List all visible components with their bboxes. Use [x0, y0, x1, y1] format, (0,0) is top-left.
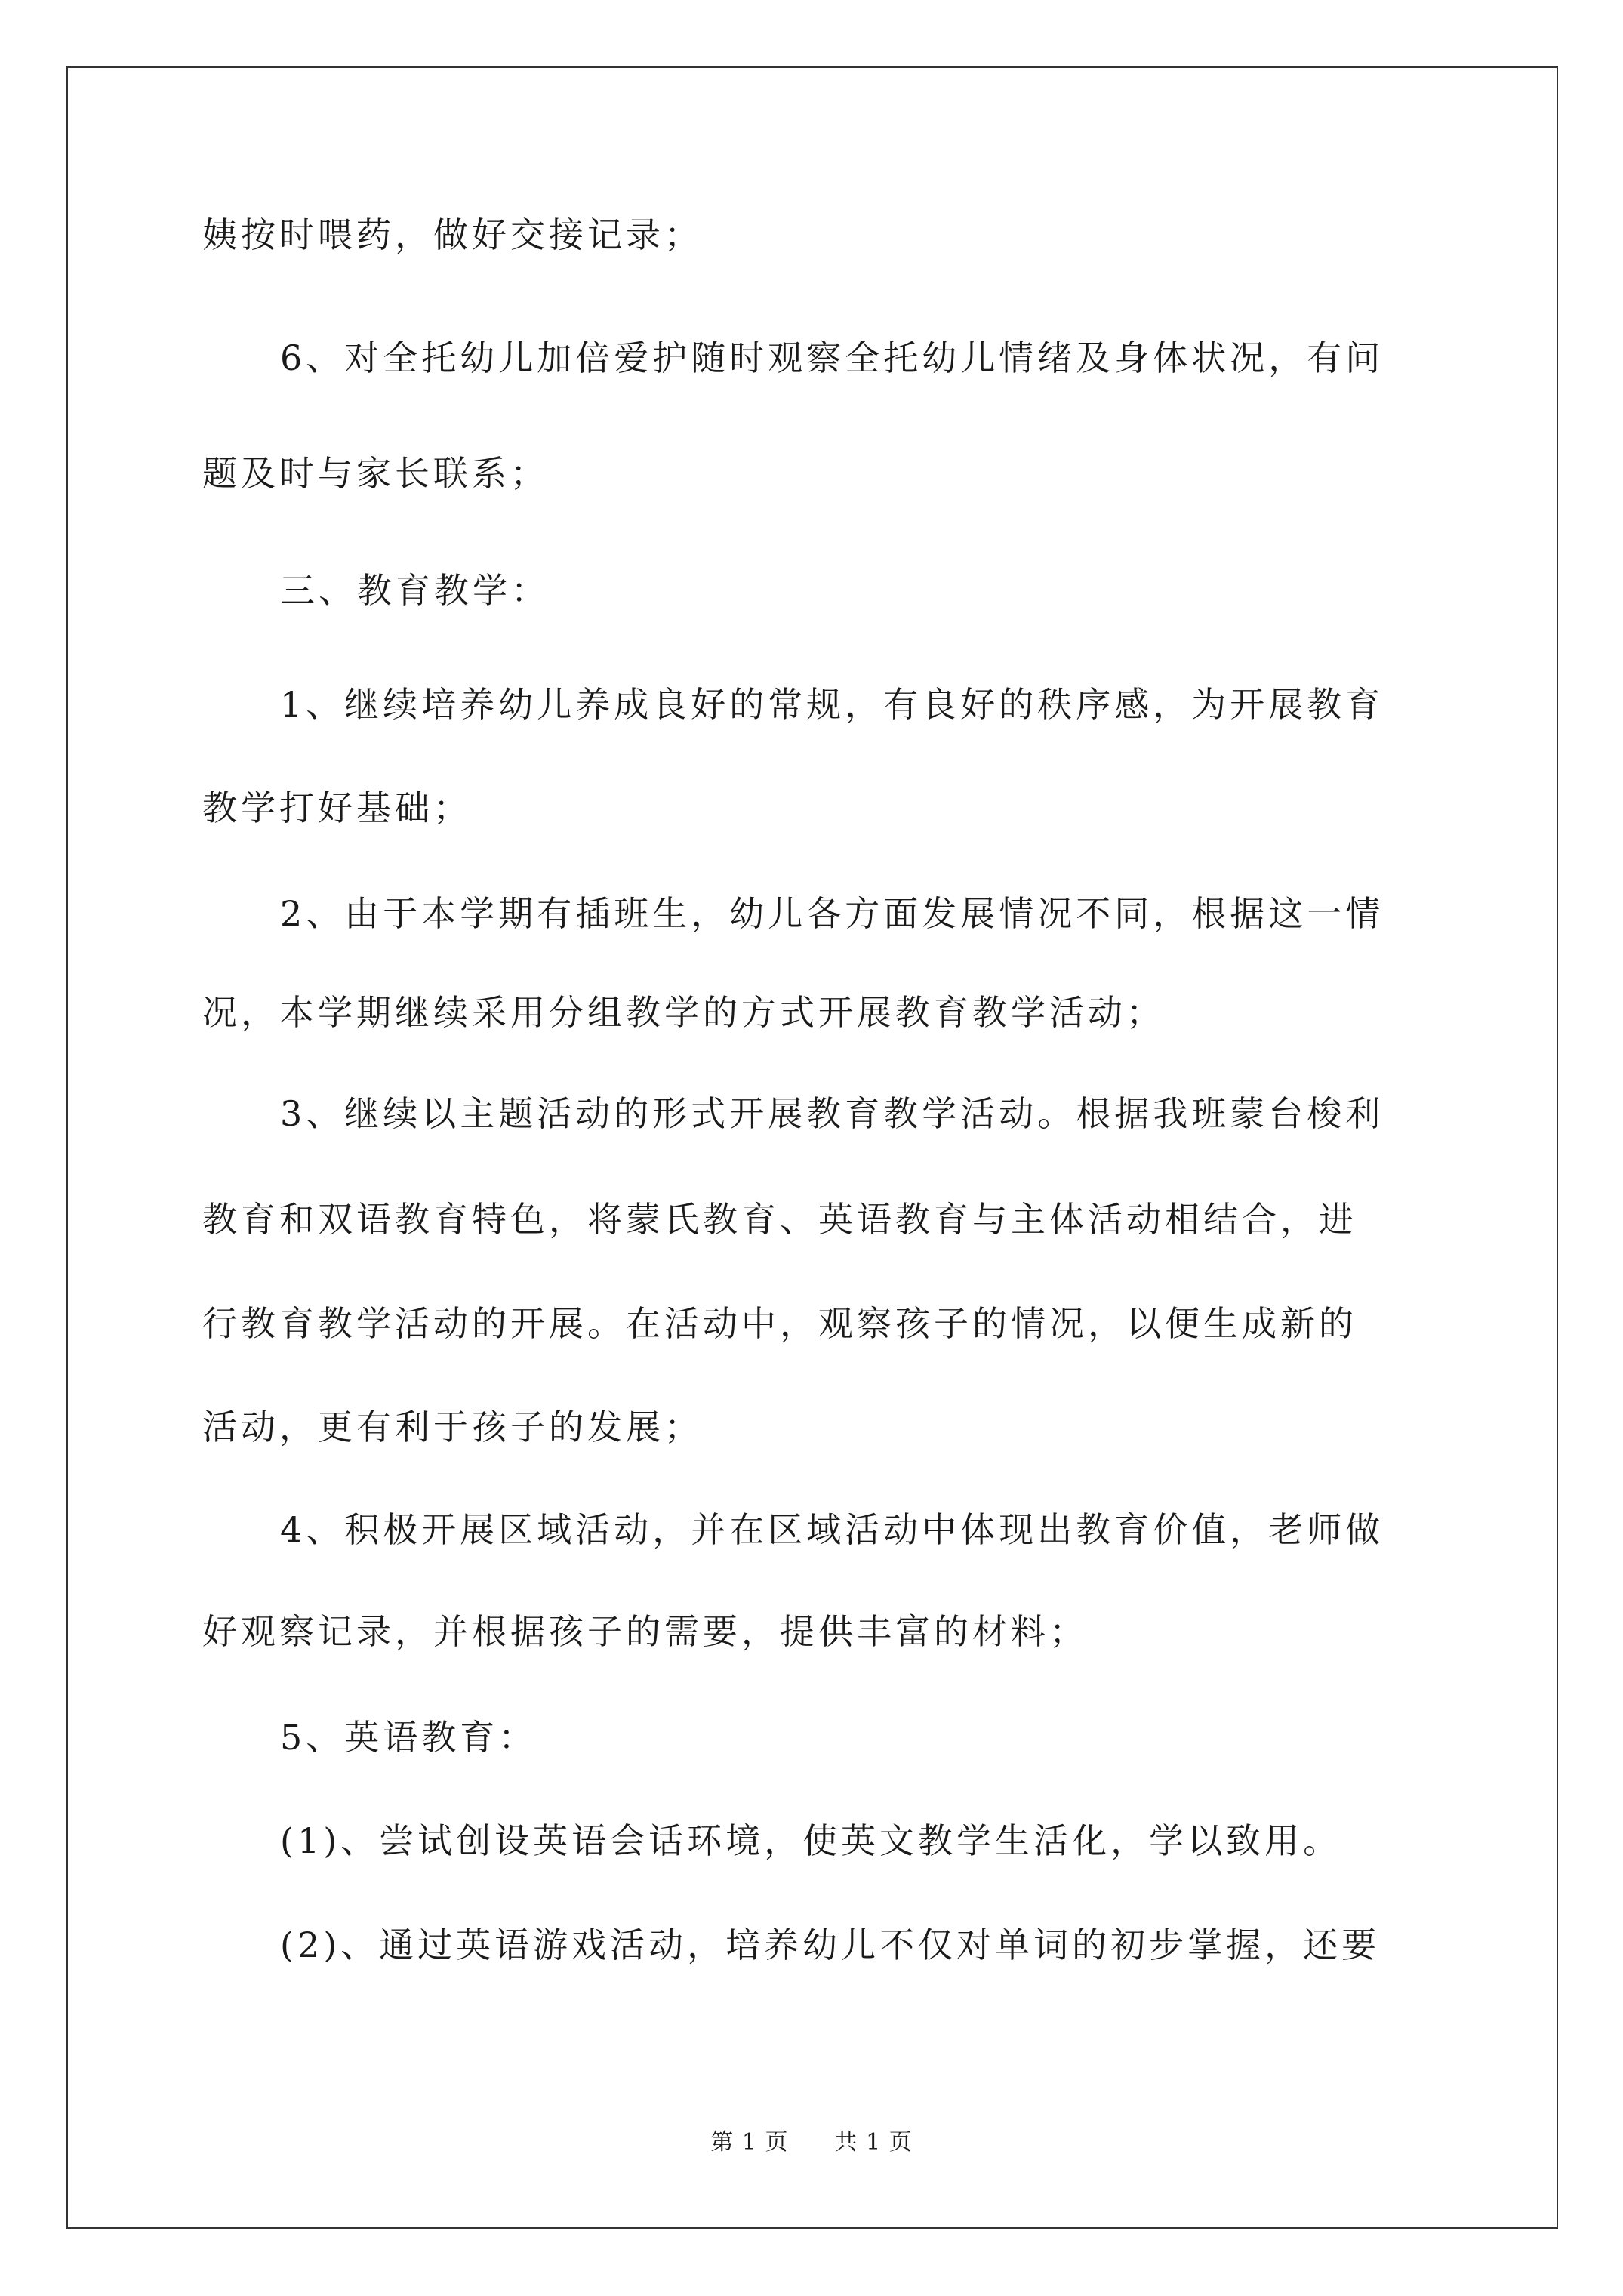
- text-line: 活动，更有利于孩子的发展；: [202, 1407, 703, 1447]
- text-line: 况，本学期继续采用分组教学的方式开展教育教学活动；: [202, 992, 1165, 1033]
- text-line: 2、由于本学期有插班生，幼儿各方面发展情况不同，根据这一情: [280, 893, 1384, 934]
- text-line: 好观察记录，并根据孩子的需要，提供丰富的材料；: [202, 1611, 1088, 1652]
- text-line: 行教育教学活动的开展。在活动中，观察孩子的情况，以便生成新的: [202, 1303, 1357, 1344]
- text-line: 教育和双语教育特色，将蒙氏教育、英语教育与主体活动相结合，进: [202, 1199, 1357, 1240]
- text-line: 姨按时喂药，做好交接记录；: [202, 214, 703, 255]
- text-line: 5、英语教育：: [280, 1717, 537, 1758]
- text-line: 教学打好基础；: [202, 787, 472, 828]
- text-line: 题及时与家长联系；: [202, 453, 549, 494]
- page-footer: [0, 2128, 1623, 2158]
- text-line: (2)、通过英语游戏活动，培养幼儿不仅对单词的初步掌握，还要: [280, 1925, 1381, 1965]
- text-line: (1)、尝试创设英语会话环境，使英文教学生活化，学以致用。: [280, 1820, 1342, 1861]
- text-line: 1、继续培养幼儿养成良好的常规，有良好的秩序感，为开展教育: [280, 684, 1384, 725]
- page-total: 共 1 页: [834, 2129, 913, 2156]
- text-line: 3、继续以主题活动的形式开展教育教学活动。根据我班蒙台梭利: [280, 1093, 1384, 1134]
- page-border: [66, 66, 1558, 2229]
- text-line: 4、积极开展区域活动，并在区域活动中体现出教育价值，老师做: [280, 1509, 1384, 1550]
- text-line: 6、对全托幼儿加倍爱护随时观察全托幼儿情绪及身体状况，有问: [280, 337, 1384, 378]
- page-number: 第 1 页: [710, 2129, 789, 2156]
- section-heading: 三、教育教学：: [280, 570, 550, 611]
